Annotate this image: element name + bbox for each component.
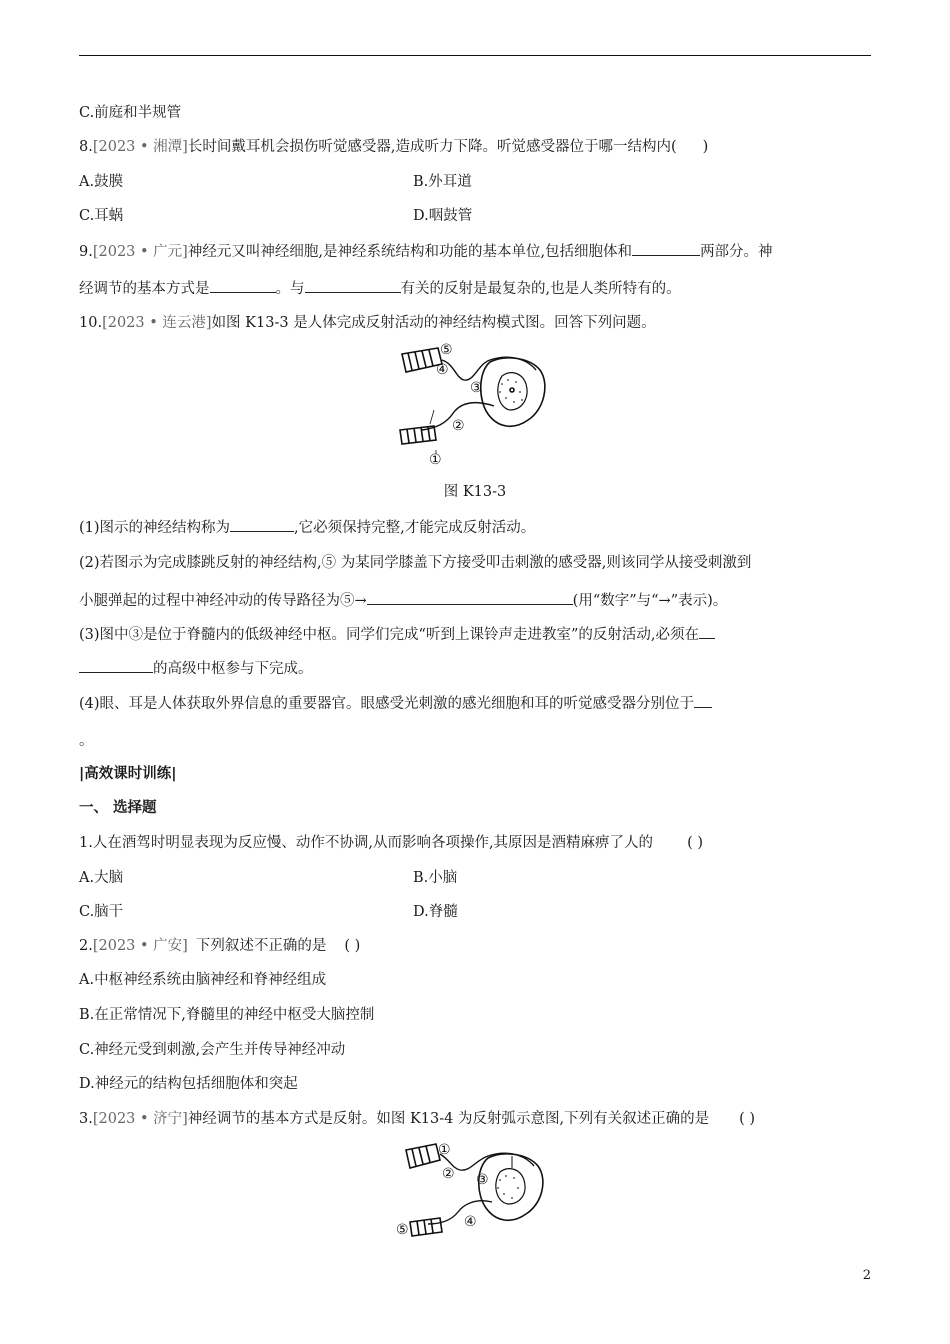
q10-sub1: (1)图示的神经结构称为 ,它必须保持完整,才能完成反射活动。 — [79, 517, 535, 538]
q9-line2: 经调节的基本方式是 。与 有关的反射是最复杂的,也是人类所特有的。 — [79, 278, 681, 299]
fig3-label-5: ⑤ — [440, 342, 453, 358]
header-rule — [79, 55, 871, 56]
reflex-arc-figure-k13-4 — [394, 1138, 560, 1240]
p1-option-a: A.大脑 — [79, 870, 124, 886]
q8-option-a: A.鼓膜 — [79, 174, 124, 190]
q9-line1: 9.[2023 • 广元]神经元又叫神经细胞,是神经系统结构和功能的基本单位,包括细胞体和 两部分。神 — [79, 241, 773, 262]
q10-sub3-line1: (3)图中③是位于脊髓内的低级神经中枢。同学们完成“听到上课铃声走进教室”的反射活动,必须在 — [79, 624, 715, 645]
q8-option-d: D.咽鼓管 — [413, 208, 473, 224]
fig4-label-3: ③ — [476, 1172, 489, 1188]
q7-option-c: C.前庭和半规管 — [79, 105, 182, 121]
p2-option-b: B.在正常情况下,脊髓里的神经中枢受大脑控制 — [79, 1007, 375, 1023]
p1-option-b: B.小脑 — [413, 870, 458, 886]
q10-sub2-line1: (2)若图示为完成膝跳反射的神经结构,⑤ 为某同学膝盖下方接受叩击刺激的感受器,则该同学从接受刺激到 — [79, 555, 752, 571]
q8-option-b: B.外耳道 — [413, 174, 472, 190]
p2-option-d: D.神经元的结构包括细胞体和突起 — [79, 1076, 298, 1092]
q10-blank-4[interactable] — [694, 693, 712, 708]
reflex-arc-figure-k13-3 — [398, 340, 558, 468]
p2-option-a: A.中枢神经系统由脑神经和脊神经组成 — [79, 972, 327, 988]
q10-sub2-line2: 小腿弹起的过程中神经冲动的传导路径为⑤→ (用“数字”与“→”表示)。 — [79, 590, 727, 611]
q10-sub4-line1: (4)眼、耳是人体获取外界信息的重要器官。眼感受光刺激的感光细胞和耳的听觉感受器分别位于 — [79, 693, 712, 714]
q10-stem: 10.[2023 • 连云港]如图 K13-3 是人体完成反射活动的神经结构模式图。回答下列问题。 — [79, 315, 656, 331]
section-title: |高效课时训练| — [79, 766, 177, 782]
p1-option-c: C.脑干 — [79, 904, 124, 920]
fig4-label-4: ④ — [464, 1214, 477, 1230]
spinal-cord-section — [481, 358, 545, 426]
effector-bottom — [410, 1218, 442, 1236]
q9-blank-2[interactable] — [210, 278, 276, 293]
p1-option-d: D.脊髓 — [413, 904, 458, 920]
p2-stem: 2.[2023 • 广安] 下列叙述不正确的是 ( ) — [79, 938, 361, 954]
q10-sub3-line2: 的高级中枢参与下完成。 — [79, 658, 313, 679]
figure-caption-k13-3: 图 K13-3 — [443, 484, 507, 500]
section-part: 一、 选择题 — [79, 800, 157, 816]
p3-stem: 3.[2023 • 济宁]神经调节的基本方式是反射。如图 K13-4 为反射弧示意图,下列有关叙述正确的是 ( ) — [79, 1111, 756, 1127]
q10-blank-1[interactable] — [230, 517, 294, 532]
fig4-label-2: ② — [442, 1166, 455, 1182]
fig4-label-1: ① — [438, 1142, 451, 1158]
p2-option-c: C.神经元受到刺激,会产生并传导神经冲动 — [79, 1042, 346, 1058]
fig3-label-3: ③ — [470, 380, 483, 396]
q8-stem: 8.[2023 • 湘潭]长时间戴耳机会损伤听觉感受器,造成听力下降。听觉感受器位于哪一结构内( ) — [79, 139, 709, 155]
q9-blank-1[interactable] — [632, 241, 700, 256]
fig3-label-1: ① — [429, 452, 442, 468]
p1-stem: 1.人在酒驾时明显表现为反应慢、动作不协调,从而影响各项操作,其原因是酒精麻痹了人的 ( ) — [79, 835, 703, 851]
q10-blank-2[interactable] — [367, 590, 573, 605]
q10-blank-3b[interactable] — [79, 658, 153, 673]
q10-sub4-line2: 。 — [79, 733, 94, 749]
nerve-fiber-bottom-4 — [428, 1201, 492, 1224]
fig3-label-2: ② — [452, 418, 465, 434]
q8-option-c: C.耳蜗 — [79, 208, 124, 224]
page-number: 2 — [862, 1268, 871, 1283]
q10-blank-3a[interactable] — [699, 624, 715, 639]
fig4-label-5: ⑤ — [396, 1222, 409, 1238]
fig3-label-4: ④ — [436, 362, 449, 378]
receptor-top — [406, 1144, 440, 1168]
q9-blank-3[interactable] — [305, 278, 401, 293]
